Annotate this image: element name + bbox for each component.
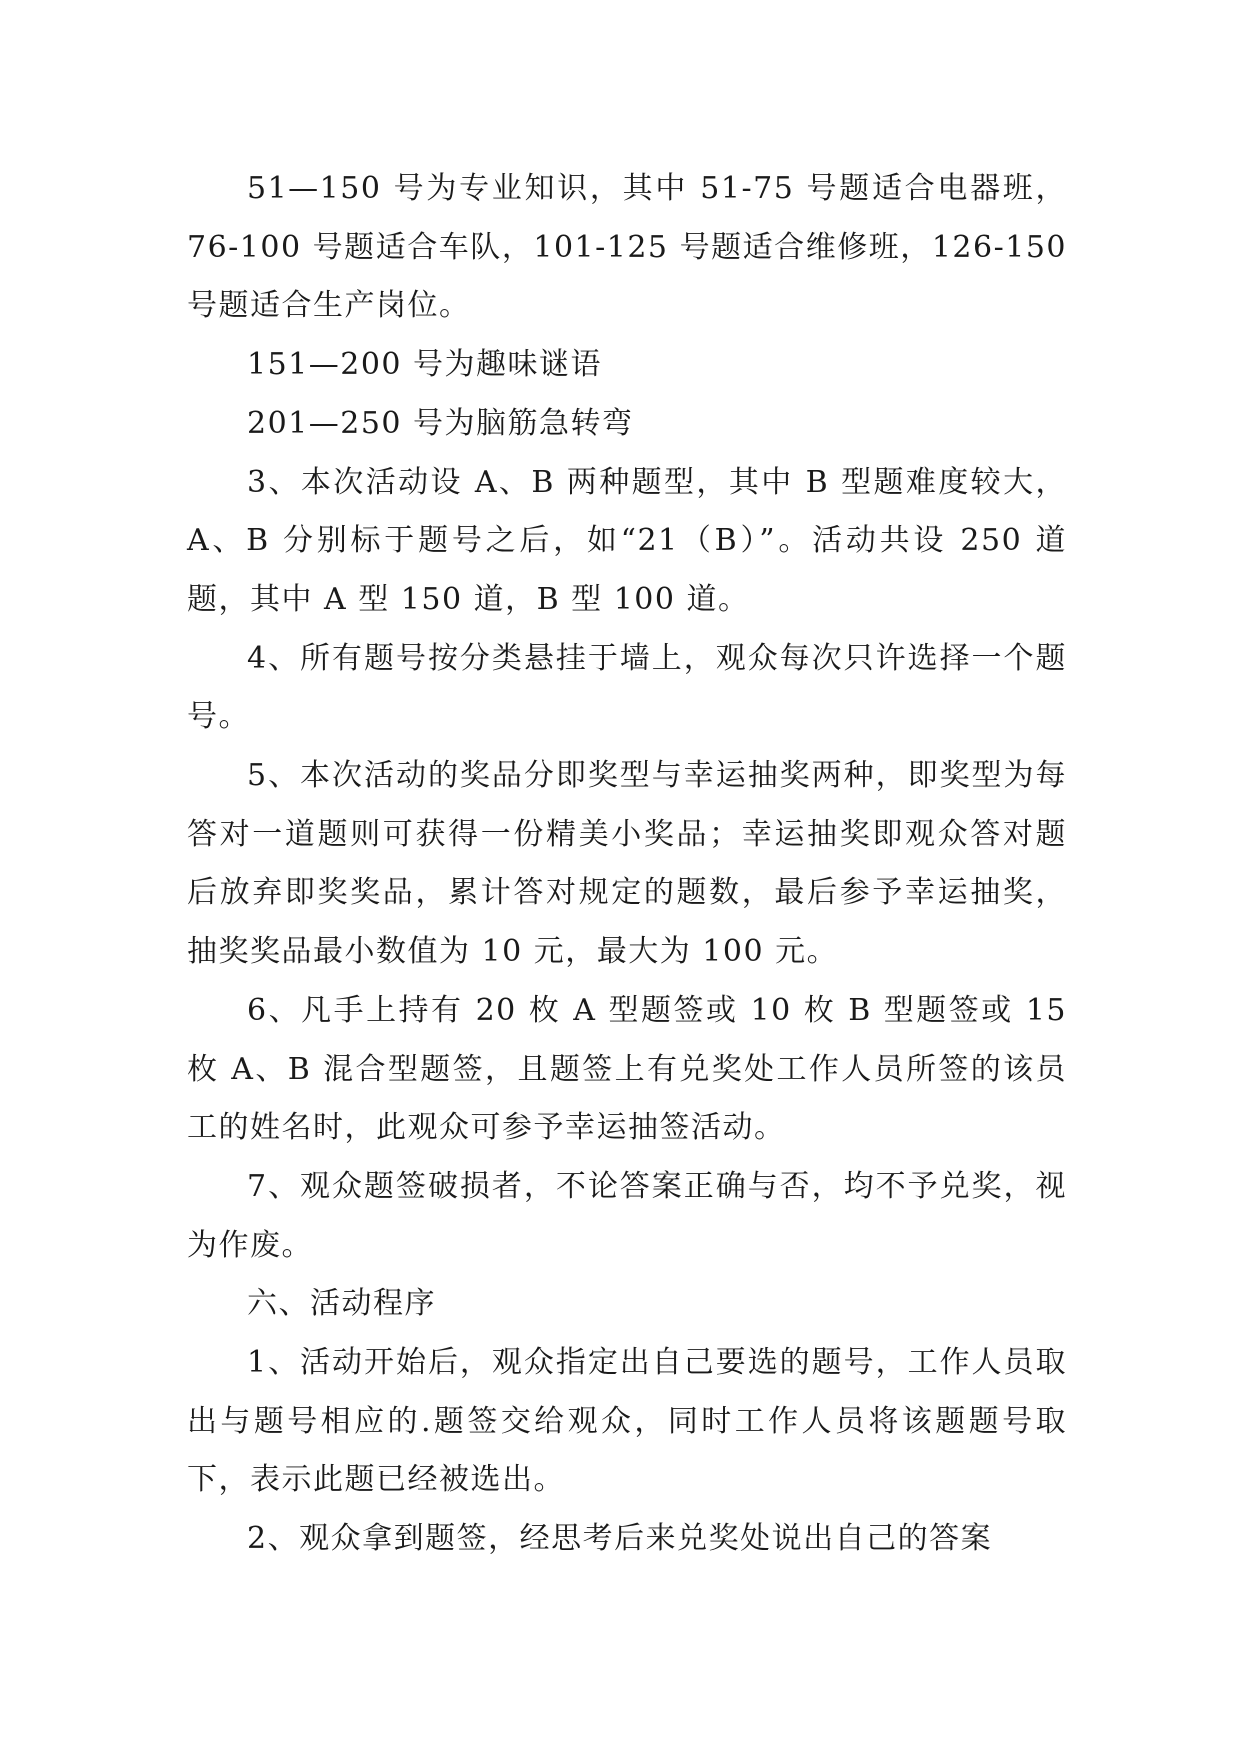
paragraph-brain-teasers-range: 201—250 号为脑筋急转弯 (247, 405, 634, 441)
paragraph-rule-6-lucky-draw: 6、凡手上持有 20 枚 A 型题签或 10 枚 B 型题签或 15 枚 A、B 混合型题签，且题签上有兑奖处工作人员所签的该员工的姓名时，此观众可参予幸运抽签活动。 (187, 992, 1067, 1146)
paragraph-rule-3-question-types: 3、本次活动设 A、B 两种题型，其中 B 型题难度较大，A、B 分别标于题号之后，如“21（B）”。活动共设 250 道题，其中 A 型 150 道，B 型 100 道。 (187, 464, 1067, 617)
paragraph-rule-4-selection: 4、所有题号按分类悬挂于墙上，观众每次只许选择一个题号。 (187, 640, 1067, 735)
paragraph-riddles-range: 151—200 号为趣味谜语 (247, 347, 603, 383)
paragraph-question-categories: 51—150 号为专业知识，其中 51-75 号题适合电器班，76-100 号题适合车队，101-125 号题适合维修班，126-150 号题适合生产岗位。 (187, 171, 1067, 324)
paragraph-rule-7-damaged-tickets: 7、观众题签破损者，不论答案正确与否，均不予兑奖，视为作废。 (187, 1168, 1067, 1263)
section-heading-procedure: 六、活动程序 (247, 1286, 436, 1322)
paragraph-rule-5-prizes: 5、本次活动的奖品分即奖型与幸运抽奖两种，即奖型为每答对一道题则可获得一份精美小奖品；幸运抽奖即观众答对题后放弃即奖奖品，累计答对规定的题数，最后参予幸运抽奖，抽奖奖品最小数值为 10 元，最大为 100 元。 (187, 758, 1067, 970)
paragraph-procedure-2: 2、观众拿到题签，经思考后来兑奖处说出自己的答案 (247, 1521, 993, 1557)
paragraph-procedure-1: 1、活动开始后，观众指定出自己要选的题号，工作人员取出与题号相应的.题签交给观众，同时工作人员将该题题号取下，表示此题已经被选出。 (187, 1345, 1067, 1498)
document-body (187, 160, 1067, 1569)
